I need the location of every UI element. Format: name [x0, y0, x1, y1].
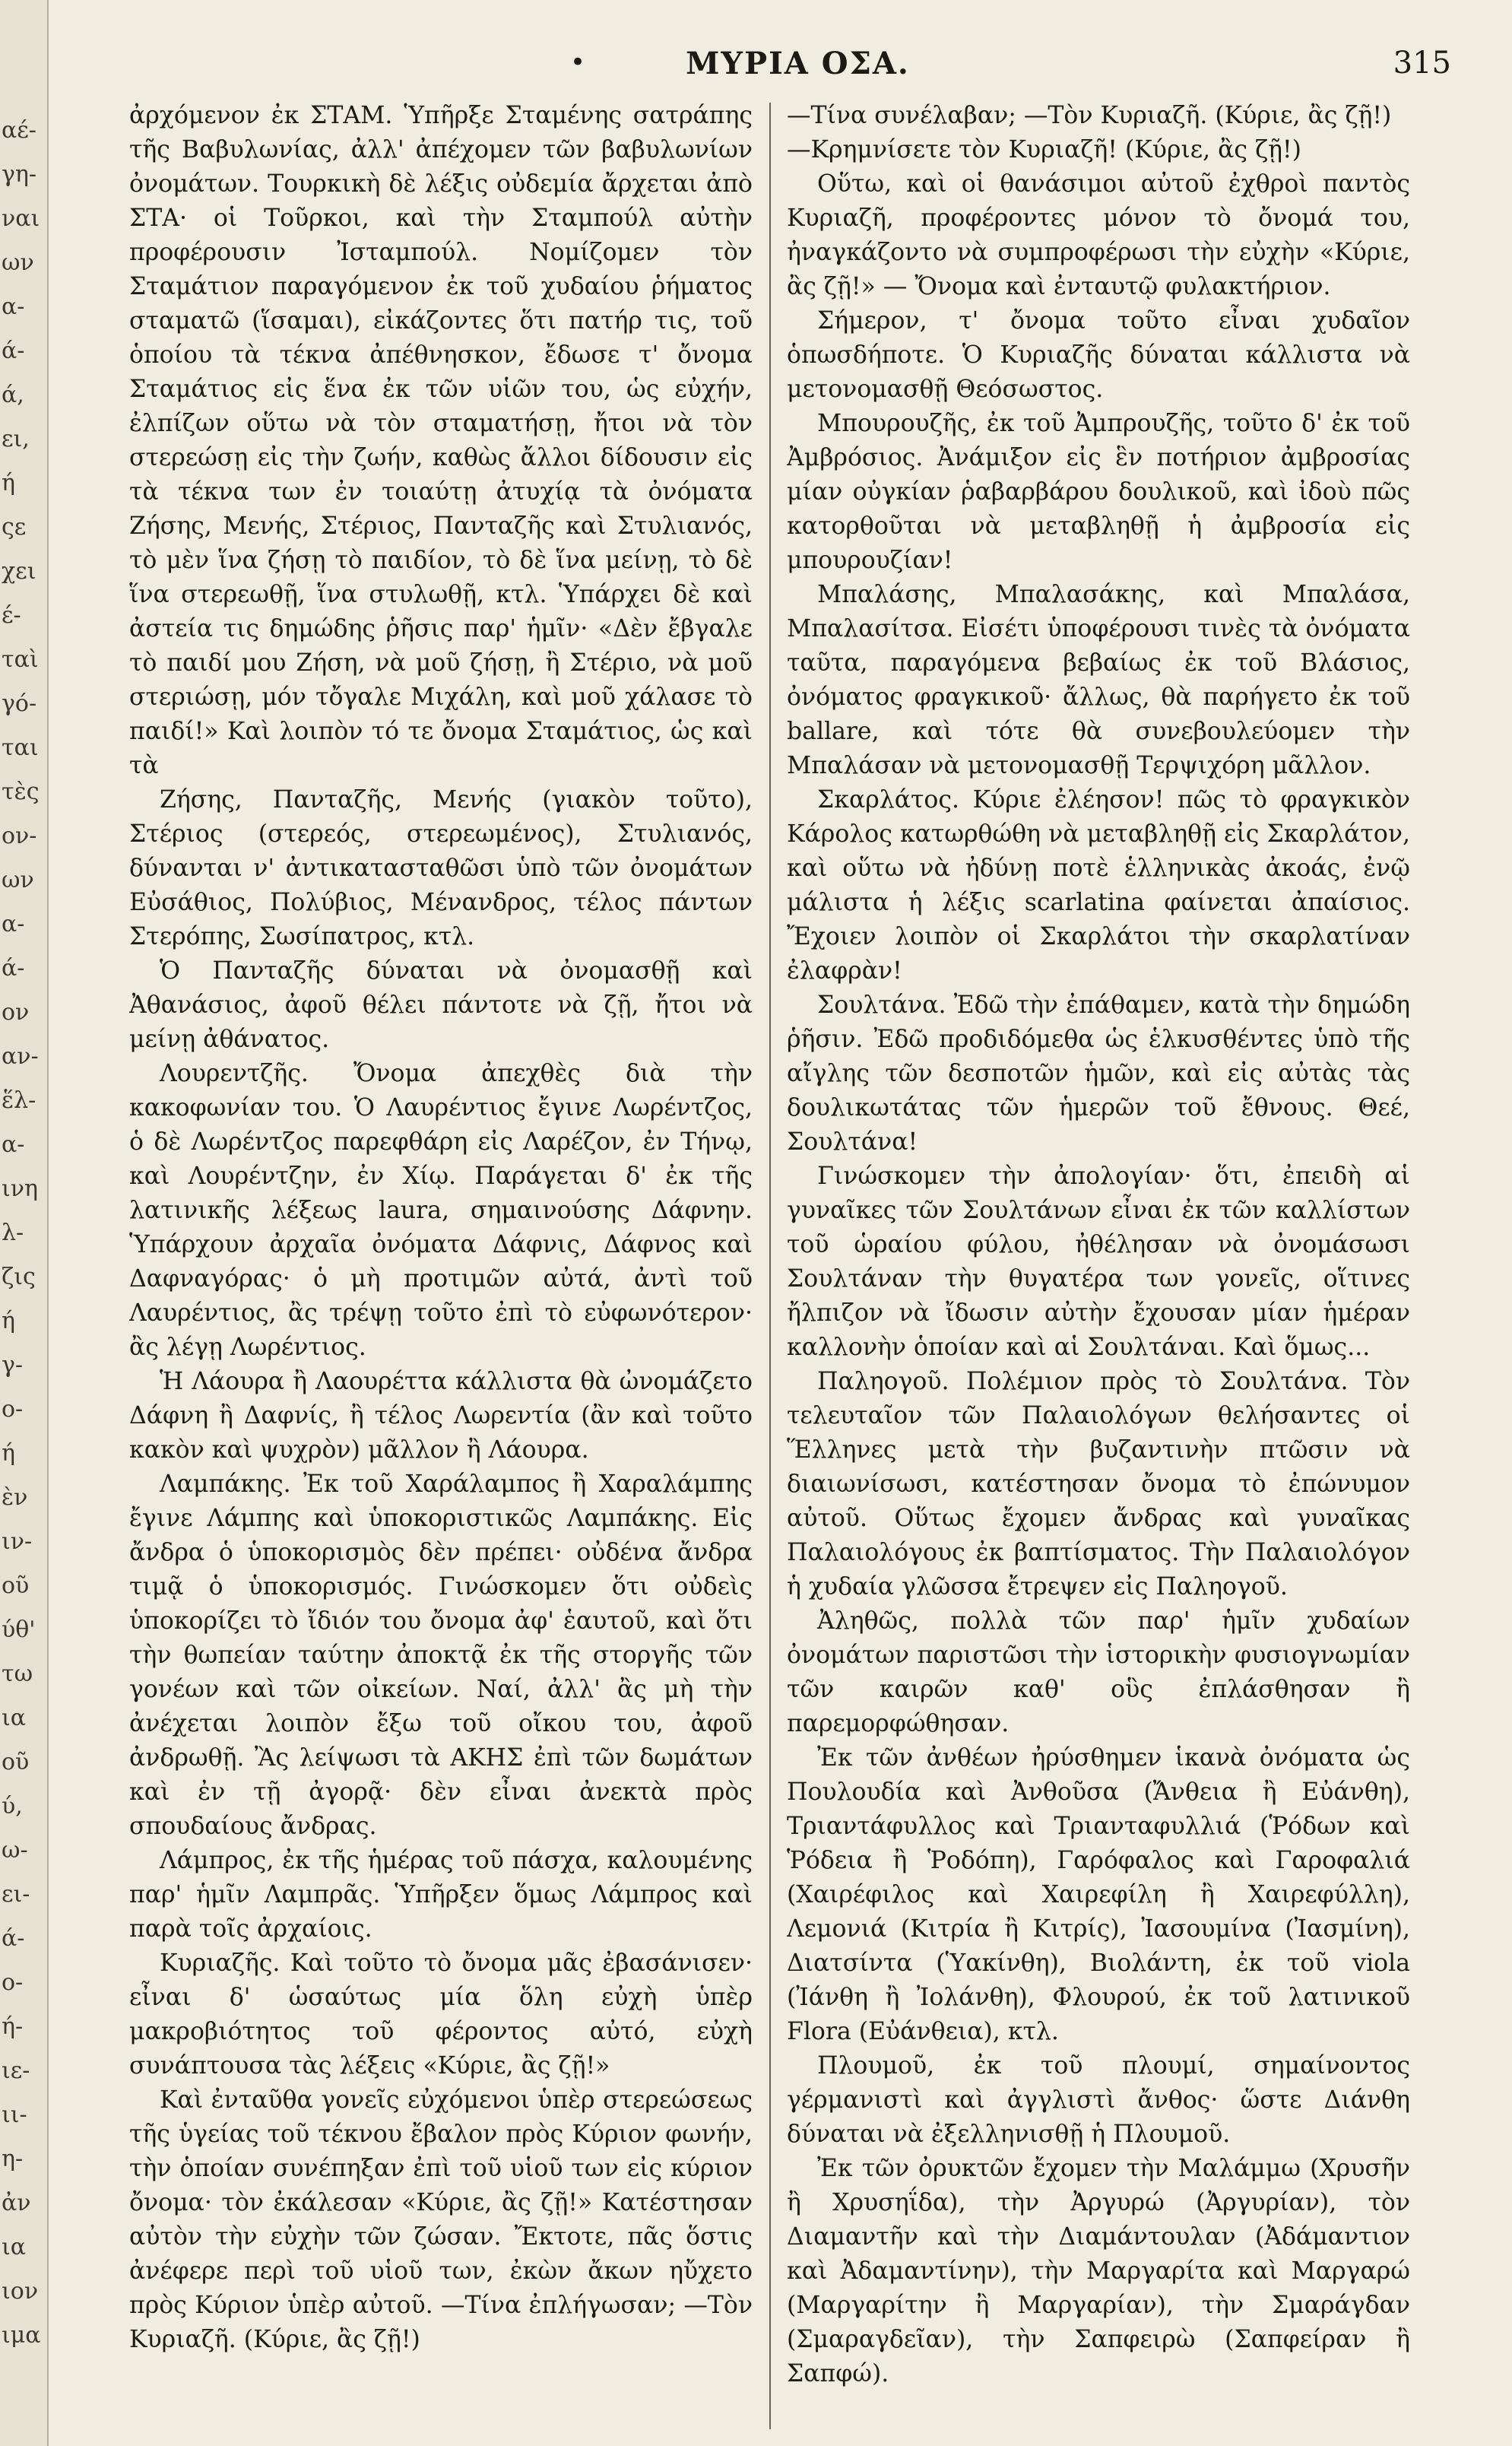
right-column-paragraph: Μπουρουζῆς, ἐκ τοῦ Ἀμπρουζῆς, τοῦτο δ' ἐκ τοῦ Ἀμβρόσιος. Ἀνάμιξον εἰς ἓν ποτήριον ἀμβροσίας μίαν οὐγκίαν ῥαβαρβάρου δουλικοῦ, καὶ ἰδοὺ πῶς κατορθοῦται νὰ μεταβληθῇ ἡ ἀμβροσία εἰς μπουρουζίαν!	[787, 410, 1410, 574]
right-column-paragraph: Ἐκ τῶν ὀρυκτῶν ἔχομεν τὴν Μαλάμμω (Χρυσῆν ἢ Χρυσηΐδα), τὴν Ἀργυρώ (Ἀργυρίαν), τὸν Διαμαντῆν καὶ τὴν Διαμάντουλαν (Ἀδάμαντιον καὶ Ἀδαμαντίνην), τὴν Μαργαρίτα καὶ Μαργαρώ (Μαργαρίτην ἢ Μαργαρίαν), τὴν Σμαράγδαν (Σμαραγδεῖαν), τὴν Σαπφειρὼ (Σαπφείραν ἢ Σαπφώ).	[787, 2155, 1410, 2387]
adjacent-page-fragment: ιμα	[2, 2322, 41, 2349]
right-column-paragraph: Πλουμοῦ, ἐκ τοῦ πλουμί, σημαίνοντος γέρμανιστὶ καὶ ἀγγλιστὶ ἄνθος· ὥστε Διάνθη δύναται νὰ ἐξελληνισθῇ ἡ Πλουμοῦ.	[787, 2052, 1410, 2148]
adjacent-page-fragment: αν-	[2, 1043, 39, 1070]
right-column-paragraph: Σκαρλάτος. Κύριε ἐλέησον! πῶς τὸ φραγκικὸν Κάρολος κατωρθώθη νὰ μεταβληθῇ εἰς Σκαρλάτον, καὶ οὕτω νὰ ἠδύνῃ ποτὲ ἑλληνικὰς ἀκοάς, ἐνῷ μάλιστα ἡ λέξις scarlatina φαίνεται ἀπαίσιος. Ἔχοιεν λοιπὸν οἱ Σκαρλάτοι τὴν σκαρλατίναν ἐλαφρὰν!	[787, 786, 1410, 985]
left-column-paragraph: Ἡ Λάουρα ἢ Λαουρέττα κάλλιστα θὰ ὠνομάζετο Δάφνη ἢ Δαφνίς, ἢ τέλος Λωρεντία (ἂν καὶ τοῦτο κακὸν καὶ ψυχρὸν) μᾶλλον ἢ Λάουρα.	[129, 1368, 753, 1464]
adjacent-page-fragment: αέ-	[2, 117, 36, 144]
adjacent-page-fragment: χει	[2, 558, 36, 585]
adjacent-page-fragment: α-	[2, 293, 25, 320]
adjacent-page-fragment: ο-	[2, 1396, 24, 1423]
adjacent-page-fragment: ο-	[2, 1969, 24, 1996]
adjacent-page-fragment: η-	[2, 2146, 24, 2172]
adjacent-page-fragment: γη-	[2, 161, 37, 188]
right-column-paragraph: —Κρημνίσετε τὸν Κυριαζῆ! (Κύριε, ἂς ζῇ!)	[787, 136, 1301, 163]
adjacent-page-fragment: ή-	[2, 2013, 24, 2040]
adjacent-page-fragment: ἕλ-	[2, 1087, 36, 1114]
adjacent-page-fragment: ή	[2, 1308, 15, 1334]
left-column-paragraph: Λάμπρος, ἐκ τῆς ἡμέρας τοῦ πάσχα, καλουμένης παρ' ἡμῖν Λαμπρᾶς. Ὑπῆρξεν ὅμως Λάμπρος καὶ παρὰ τοῖς ἀρχαίοις.	[129, 1847, 753, 1943]
adjacent-page-fragment: α-	[2, 1131, 25, 1158]
right-column-paragraph: Ἀληθῶς, πολλὰ τῶν παρ' ἡμῖν χυδαίων ὀνομάτων παριστῶσι τὴν ἱστορικὴν φυσιογνωμίαν τῶν καιρῶν καθ' οὓς ἐπλάσθησαν ἢ παρεμορφώθησαν.	[787, 1607, 1410, 1737]
left-column-paragraph: Κυριαζῆς. Καὶ τοῦτο τὸ ὄνομα μᾶς ἐβασάνισεν· εἶναι δ' ὡσαύτως μία ὅλη εὐχὴ ὑπὲρ μακροβιότητος τοῦ φέροντος αὐτό, εὐχὴ συνάπτουσα τὰς λέξεις «Κύριε, ἂς ζῇ!»	[129, 1950, 753, 2080]
adjacent-page-fragment: ια	[2, 2234, 27, 2260]
adjacent-page-fragment: α-	[2, 911, 25, 937]
adjacent-page-fragment: ςε	[2, 514, 27, 541]
adjacent-page-fragment: ιν-	[2, 1528, 33, 1555]
left-column-paragraph: Καὶ ἐνταῦθα γονεῖς εὐχόμενοι ὑπὲρ στερεώσεως τῆς ὑγείας τοῦ τέκνου ἔβαλον πρὸς Κύριον φωνήν, τὴν ὁποίαν συνέπηξαν ἐπὶ τοῦ υἱοῦ των εἰς κύριον ὄνομα· τὸν ἐκάλεσαν «Κύριε, ἂς ζῇ!» Κατέστησαν αὐτὸν τὴν εὐχὴν τῶν ζώσαν. Ἔκτοτε, πᾶς ὅστις ἀνέφερε περὶ τοῦ υἱοῦ των, ἐκὼν ἄκων ηὔχετο πρὸς Κύριον ὑπὲρ αὐτοῦ. —Τίνα ἐπλήγωσαν; —Τὸν Κυριαζῆ. (Κύριε, ἂς ζῇ!)	[129, 2086, 753, 2353]
right-column-paragraph: Σήμερον, τ' ὄνομα τοῦτο εἶναι χυδαῖον ὁπωσδήποτε. Ὁ Κυριαζῆς δύναται κάλλιστα νὰ μετονομασθῇ Θεόσωστος.	[787, 307, 1410, 403]
right-column	[787, 99, 1410, 2425]
adjacent-page-fragment: ων	[2, 867, 34, 893]
adjacent-page-fragment: τω	[2, 1661, 33, 1687]
adjacent-page-fragment: ή	[2, 470, 15, 496]
right-column-paragraph: Γινώσκομεν τὴν ἀπολογίαν· ὅτι, ἐπειδὴ αἱ γυναῖκες τῶν Σουλτάνων εἶναι ἐκ τῶν καλλίστων τοῦ ὡραίου φύλου, ἠθέλησαν νὰ ὀνομάσωσι Σουλτάναν τὴν θυγατέρα των γονεῖς, οἵτινες ἤλπιζον νὰ ἴδωσιν αὐτὴν ἔχουσαν μίαν ἡμέραν καλλονὴν ὁποίαν καὶ αἱ Σουλτάναι. Καὶ ὅμως...	[787, 1163, 1410, 1361]
adjacent-page-fragment: ει,	[2, 426, 30, 452]
column-divider	[769, 103, 771, 2429]
adjacent-page-fragment: οῦ	[2, 1572, 30, 1599]
right-column-paragraph: Ἐκ τῶν ἀνθέων ἠρύσθημεν ἱκανὰ ὀνόματα ὡς Πουλουδία καὶ Ἀνθοῦσα (Ἄνθεια ἢ Εὐάνθη), Τριαντάφυλλος καὶ Τριανταφυλλιά (Ῥόδων καὶ Ῥόδεια ἢ Ῥοδόπη), Γαρόφαλος καὶ Γαροφαλιά (Χαιρέφιλος καὶ Χαιρεφίλη ἢ Χαιρεφύλλη), Λεμονιά (Κιτρία ἢ Κιτρίς), Ἰασουμίνα (Ἰασμίνη), Διατσίντα (Ὑακίνθη), Βιολάντη, ἐκ τοῦ viola (Ἰάνθη ἢ Ἰολάνθη), Φλουρού, ἐκ τοῦ λατινικοῦ Flora (Εὐάνθεια), κτλ.	[787, 1744, 1410, 2045]
adjacent-page-fragment: οῦ	[2, 1749, 30, 1775]
adjacent-page-fragment: ά-	[2, 955, 25, 982]
left-column-paragraph: ἀρχόμενον ἐκ ΣΤΑΜ. Ὑπῆρξε Σταμένης σατράπης τῆς Βαβυλωνίας, ἀλλ' ἀπέχομεν τῶν βαβυλωνίων ὀνομάτων. Τουρκικὴ δὲ λέξις οὐδεμία ἄρχεται ἀπὸ ΣΤΑ· οἱ Τοῦρκοι, καὶ τὴν Σταμπούλ αὐτὴν προφέρουσιν Ἰσταμπούλ. Νομίζομεν τὸν Σταμάτιον παραγόμενον ἐκ τοῦ χυδαίου ῥήματος σταματῶ (ἵσαμαι), εἰκάζοντες ὅτι πατήρ τις, τοῦ ὁποίου τὰ τέκνα ἀπέθνησκον, ἔδωσε τ' ὄνομα Σταμάτιος εἰς ἕνα ἐκ τῶν υἱῶν του, ὡς εὐχήν, ἐλπίζων οὕτω νὰ τὸν σταματήσῃ, ἤτοι νὰ τὸν στερεώσῃ εἰς τὴν ζωήν, καθὼς ἄλλοι δίδουσιν εἰς τὰ τέκνα των ἐν τοιαύτῃ ἀτυχίᾳ τὰ ὀνόματα Ζήσης, Μενής, Στέριος, Πανταζῆς καὶ Στυλιανός, τὸ μὲν ἵνα ζήσῃ τὸ παιδίον, τὸ δὲ ἵνα μείνῃ, τὸ δὲ ἵνα στερεωθῇ, ἵνα στυλωθῇ, κτλ. Ὑπάρχει δὲ καὶ ἀστεία τις δημώδης ῥῆσις παρ' ἡμῖν· «Δὲν ἔβγαλε τὸ παιδί μου Ζήση, νὰ μοῦ ζήσῃ, ἢ Στέριο, νὰ μοῦ στεριώσῃ, μόν τὄγαλε Μιχάλη, καὶ μοῦ χάλασε τὸ παιδί!» Καὶ λοιπὸν τό τε ὄνομα Σταμάτιος, ὡς καὶ τὰ	[129, 102, 753, 779]
adjacent-page-fragment: ον-	[2, 823, 37, 849]
right-column-paragraph: —Τίνα συνέλαβαν; —Τὸν Κυριαζῆ. (Κύριε, ἂς ζῇ!)	[787, 102, 1392, 129]
adjacent-page-fragment: ιε-	[2, 2057, 30, 2084]
right-column-paragraph: Οὕτω, καὶ οἱ θανάσιμοι αὐτοῦ ἐχθροὶ παντὸς Κυριαζῆ, προφέροντες μόνον τὸ ὄνομά του, ἠναγκάζοντο νὰ συμπροφέρωσι τὴν εὐχὴν «Κύριε, ἂς ζῇ!» — Ὄνομα καὶ ἐνταυτῷ φυλακτήριον.	[787, 170, 1410, 300]
adjacent-page-fragment: ύθ'	[2, 1616, 36, 1643]
adjacent-page-fragment: ται	[2, 734, 39, 761]
adjacent-page-fragment: τὲς	[2, 779, 40, 805]
adjacent-page-fragment: ὲν	[2, 1484, 28, 1511]
adjacent-page-fragment: ύ,	[2, 1793, 23, 1819]
adjacent-page-fragment: γ-	[2, 1352, 24, 1378]
adjacent-page-fragment: ταὶ	[2, 646, 39, 673]
adjacent-page-fragment: ινη	[2, 1175, 38, 1202]
adjacent-page-fragment: γό-	[2, 690, 37, 717]
left-column-paragraph: Λαμπάκης. Ἐκ τοῦ Χαράλαμπος ἢ Χαραλάμπης ἔγινε Λάμπης καὶ ὑποκοριστικῶς Λαμπάκης. Εἰς ἄνδρα ὁ ὑποκορισμὸς δὲν πρέπει· οὐδένα ἄνδρα τιμᾷ ὁ ὑποκορισμός. Γινώσκομεν ὅτι οὐδεὶς ὑποκορίζει τὸ ἴδιόν του ὄνομα ἀφ' ἑαυτοῦ, καὶ ὅτι τὴν θωπείαν ταύτην ἀποκτᾷ ἐκ τῆς στοργῆς τῶν γονέων καὶ τῶν οἰκείων. Ναί, ἀλλ' ἂς μὴ τὴν ἀνέχεται λοιπὸν ἔξω τοῦ οἴκου του, ἀφοῦ ἀνδρωθῇ. Ἂς λείψωσι τὰ ΑΚΗΣ ἐπὶ τῶν δωμάτων καὶ ἐν τῇ ἀγορᾷ· δὲν εἶναι ἀνεκτὰ πρὸς σπουδαίους ἄνδρας.	[129, 1470, 753, 1840]
adjacent-page-fragment: ά-	[2, 338, 25, 364]
left-column-paragraph: Λουρεντζῆς. Ὄνομα ἀπεχθὲς διὰ τὴν κακοφωνίαν του. Ὁ Λαυρέντιος ἔγινε Λωρέντζος, ὁ δὲ Λωρέντζος παρεφθάρη εἰς Λαρέζον, ἐν Τήνῳ, καὶ Λουρέντζην, ἐν Χίῳ. Παράγεται δ' ἐκ τῆς λατινικῆς λέξεως laura, σημαινούσης Δάφνην. Ὑπάρχουν ἀρχαῖα ὀνόματα Δάφνις, Δάφνος καὶ Δαφναγόρας· ὁ μὴ προτιμῶν αὐτά, ἀντὶ τοῦ Λαυρέντιος, ἂς τρέψῃ τοῦτο ἐπὶ τὸ εὐφωνότερον· ἂς λέγῃ Λωρέντιος.	[129, 1060, 753, 1361]
right-column-paragraph: Παληογοῦ. Πολέμιον πρὸς τὸ Σουλτάνα. Τὸν τελευταῖον τῶν Παλαιολόγων θελήσαντες οἱ Ἕλληνες μετὰ τὴν βυζαντινὴν πτῶσιν νὰ διαιωνίσωσι, κατέστησαν ὄνομα τὸ ἐπώνυμον αὐτοῦ. Οὕτως ἔχομεν ἄνδρας καὶ γυναῖκας Παλαιολόγους ἐκ βαπτίσματος. Τὴν Παλαιολόγον ἡ χυδαία γλῶσσα ἔτρεψεν εἰς Παληογοῦ.	[787, 1368, 1410, 1601]
adjacent-page-fragment: ἀν	[2, 2190, 31, 2216]
running-title: ΜΥΡΙΑ ΟΣΑ.	[686, 46, 910, 81]
left-column-paragraph: Ὁ Πανταζῆς δύναται νὰ ὀνομασθῇ καὶ Ἀθανάσιος, ἀφοῦ θέλει πάντοτε νὰ ζῇ, ἤτοι νὰ μείνῃ ἀθάνατος.	[129, 957, 753, 1053]
adjacent-page-fragment: λ-	[2, 1220, 24, 1246]
adjacent-page-fragment: έ-	[2, 602, 21, 629]
adjacent-page-fragment: ων	[2, 249, 34, 276]
adjacent-page-fragment: ιον	[2, 2278, 39, 2305]
left-column-paragraph: Ζήσης, Πανταζῆς, Μενής (γιακὸν τοῦτο), Στέριος (στερεός, στερεωμένος), Στυλιανός, δύνανται ν' ἀντικατασταθῶσι ὑπὸ τῶν ὀνομάτων Εὐσάθιος, Πολύβιος, Μένανδρος, τέλος πάντων Στερόπης, Σωσίπατρος, κτλ.	[129, 786, 753, 950]
right-column-paragraph: Μπαλάσης, Μπαλασάκης, καὶ Μπαλάσα, Μπαλασίτσα. Εἰσέτι ὑποφέρουσι τινὲς τὰ ὀνόματα ταῦτα, παραγόμενα βεβαίως ἐκ τοῦ Βλάσιος, ὀνόματος φραγκικοῦ· ἄλλως, θὰ παρήγετο ἐκ τοῦ ballare, καὶ τότε θὰ συνεβουλεύομεν τὴν Μπαλάσαν νὰ μετονομασθῇ Τερψιχόρη μᾶλλον.	[787, 581, 1410, 779]
adjacent-page-fragment: ά-	[2, 1925, 25, 1952]
adjacent-page-fragment: ναι	[2, 205, 40, 232]
adjacent-page-fragment: ια	[2, 1705, 27, 1731]
adjacent-page-fragment: ει-	[2, 1881, 30, 1908]
page-number: 315	[1393, 46, 1451, 81]
adjacent-page-fragment: ω-	[2, 1837, 28, 1864]
right-column-paragraph: Σουλτάνα. Ἐδῶ τὴν ἐπάθαμεν, κατὰ τὴν δημώδη ῥῆσιν. Ἐδῶ προδιδόμεθα ὡς ἑλκυσθέντες ὑπὸ τῆς αἴγλης τῶν δεσποτῶν ἡμῶν, καὶ εἰς αὐτὰς τὰς δουλικωτάτας τῶν ἡμερῶν τοῦ ἔθνους. Θεέ, Σουλτάνα!	[787, 991, 1410, 1156]
adjacent-page-fragment: ά,	[2, 382, 24, 408]
page-header	[129, 30, 1466, 91]
header-bullet: •	[570, 47, 586, 78]
adjacent-page-fragment: ιι-	[2, 2102, 27, 2128]
adjacent-page-fragment: ζις	[2, 1264, 36, 1290]
adjacent-page-fragment: ον	[2, 999, 30, 1026]
adjacent-page-fragment: ή	[2, 1440, 15, 1467]
left-column	[129, 99, 753, 2425]
adjacent-page-edge	[0, 0, 49, 2446]
